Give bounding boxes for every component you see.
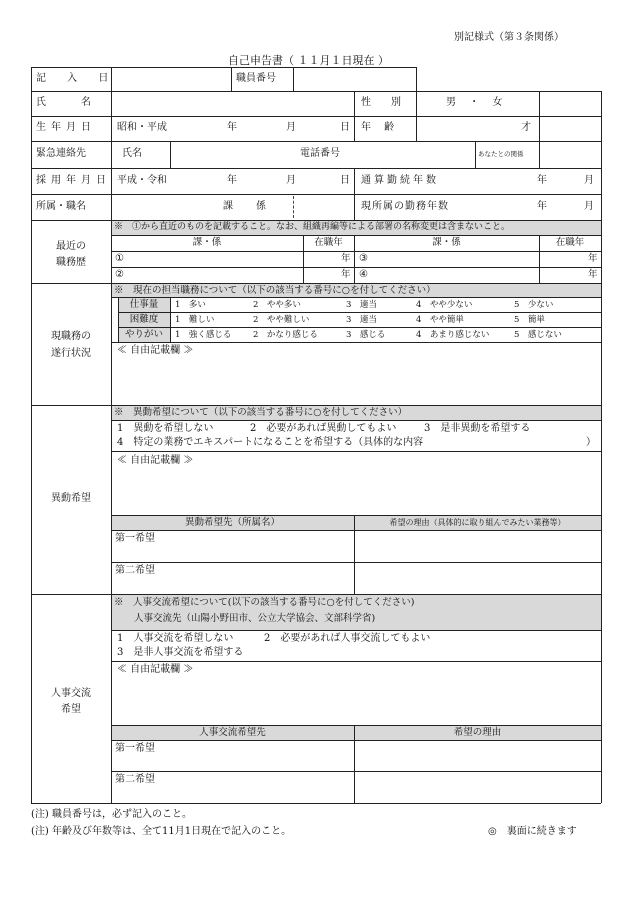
transfer-second-reason-field[interactable] (355, 563, 600, 593)
duty-free-label: ≪ 自由記載欄 ≫ (117, 345, 194, 356)
transfer-first-field[interactable] (112, 531, 353, 561)
exchange-option-1[interactable]: 1 人事交流を希望しない (117, 633, 234, 644)
ka-unit: 課 (223, 201, 233, 212)
birth-day-unit: 日 (340, 122, 350, 133)
kankei-label: あなたとの関係 (478, 150, 524, 158)
workload-option-5[interactable]: 5 少ない (514, 300, 554, 310)
duty-label: 現職務の 遂行状況 (51, 331, 91, 359)
difficulty-option-3[interactable]: 3 適当 (346, 315, 377, 325)
tsusan-month-unit: 月 (584, 175, 594, 186)
transfer-option-4-close: ） (586, 437, 596, 448)
transfer-first-reason-field[interactable] (355, 531, 600, 561)
saiyo-label: 採用年月日 (36, 175, 111, 186)
transfer-label: 異動希望 (51, 493, 91, 504)
difficulty-option-2[interactable]: 2 やや難しい (253, 315, 310, 325)
hire-month-unit: 月 (286, 175, 296, 186)
exchange-label: 人事交流 希望 (51, 688, 91, 715)
genshozoku-label: 現所属の勤務年数 (361, 201, 449, 212)
transfer-option-1[interactable]: 1 異動を希望しない (117, 423, 214, 434)
birth-month-unit: 月 (286, 122, 296, 133)
transfer-free-label: ≪ 自由記載欄 ≫ (117, 455, 194, 466)
kankei-field[interactable] (540, 142, 600, 167)
shokuin-bango-field[interactable] (294, 68, 415, 90)
denwa-label: 電話番号 (300, 148, 340, 159)
exchange-col-dest: 人事交流希望先 (199, 727, 266, 738)
hire-era-options[interactable]: 平成・令和 (117, 175, 167, 186)
exchange-free-area[interactable] (112, 679, 600, 724)
transfer-note: ※ 異動希望について（以下の該当する番号に○を付してください） (114, 407, 408, 418)
birth-era-options[interactable]: 昭和・平成 (117, 122, 167, 133)
exchange-option-2[interactable]: 2 必要があれば人事交流してもよい (264, 633, 431, 644)
motivation-option-1[interactable]: 1 強く感じる (175, 330, 232, 340)
page-title: 自己申告書（ １１月１日現在 ） (228, 54, 389, 67)
exchange-second-label: 第二希望 (115, 774, 155, 785)
career-year-unit-4: 年 (588, 269, 598, 280)
duty-free-area[interactable] (112, 360, 600, 404)
hire-day-unit: 日 (340, 175, 350, 186)
motivation-option-2[interactable]: 2 かなり感じる (253, 330, 318, 340)
motivation-option-3[interactable]: 3 感じる (346, 330, 386, 340)
gender-options[interactable]: 男 ・ 女 (446, 97, 508, 108)
transfer-col-reason: 希望の理由（具体的に取り組んでみたい業務等） (389, 518, 566, 527)
workload-option-4[interactable]: 4 やや少ない (416, 300, 473, 310)
kinkyu-label: 緊急連絡先 (36, 148, 86, 159)
kakari-unit: 係 (256, 201, 266, 212)
difficulty-option-4[interactable]: 4 やや簡単 (416, 315, 464, 325)
career-row-4: ④ (359, 269, 368, 280)
career-year-unit-2: 年 (341, 269, 351, 280)
career-col-dept-right: 課・係 (432, 237, 461, 248)
exchange-partners: 人事交流先（山陽小野田市、公立大学協会、文部科学省) (134, 613, 376, 624)
shimei-field[interactable] (112, 92, 353, 115)
duty-row-workload: 仕事量 (129, 299, 159, 310)
career-row-3: ③ (359, 253, 368, 264)
exchange-first-reason-field[interactable] (355, 741, 600, 770)
hire-year-unit: 年 (227, 175, 237, 186)
career-row-2: ② (115, 269, 124, 280)
motivation-option-5[interactable]: 5 感じない (514, 330, 562, 340)
exchange-free-label: ≪ 自由記載欄 ≫ (117, 664, 194, 675)
transfer-first-label: 第一希望 (115, 533, 155, 544)
genshozoku-month-unit: 月 (584, 201, 594, 212)
workload-option-1[interactable]: 1 多い (175, 300, 206, 310)
transfer-option-4[interactable]: 4 特定の業務でエキスパートになることを希望する（具体的な内容 (117, 437, 424, 448)
difficulty-option-1[interactable]: 1 難しい (175, 315, 215, 325)
shozoku-label: 所属・職名 (36, 201, 86, 212)
workload-option-3[interactable]: 3 適当 (346, 300, 377, 310)
transfer-second-label: 第二希望 (115, 565, 155, 576)
kinkyu-name-label: 氏名 (122, 148, 142, 159)
continue-note: ◎ 裏面に続きます (488, 826, 577, 837)
footer-note-2: (注) 年齢及び年数等は、全て11月1日現在で記入のこと。 (31, 826, 292, 837)
seinengappi-label: 生年月日 (36, 122, 96, 133)
exchange-note: ※ 人事交流希望について(以下の該当する番号に○を付してください) (114, 597, 415, 608)
exchange-second-reason-field[interactable] (355, 772, 600, 802)
duty-row-difficulty: 困難度 (129, 314, 159, 325)
difficulty-option-5[interactable]: 5 簡単 (514, 315, 545, 325)
transfer-option-2[interactable]: 2 必要があれば異動してもよい (250, 423, 397, 434)
career-note: ※ ①から直近のものを記載すること。なお、組織再編等による部署の名称変更は含まないこと。 (114, 222, 511, 232)
exchange-first-label: 第一希望 (115, 743, 155, 754)
duty-row-motivation: やりがい (124, 329, 163, 340)
tsusan-year-unit: 年 (537, 175, 547, 186)
sai-unit: 才 (521, 122, 531, 133)
career-label: 最近の 職務歴 (56, 241, 86, 268)
transfer-option-3[interactable]: 3 是非異動を希望する (424, 423, 531, 434)
transfer-second-field[interactable] (112, 563, 353, 593)
form-number: 別記様式（第３条関係） (454, 32, 564, 43)
nenrei-label: 年 齢 (361, 122, 400, 133)
footer-note-1: (注) 職員番号は，必ず記入のこと。 (31, 809, 192, 820)
duty-note: ※ 現在の担当職務について（以下の該当する番号に○を付してください） (114, 285, 436, 296)
shokuin-bango-label: 職員番号 (236, 73, 276, 84)
transfer-free-area[interactable] (112, 470, 600, 514)
tsusan-label: 通算勤続年数 (361, 175, 439, 186)
exchange-option-3[interactable]: 3 是非人事交流を希望する (117, 647, 244, 658)
exchange-col-reason: 希望の理由 (453, 727, 502, 738)
kinyubi-label: 記 入 日 (36, 73, 118, 84)
motivation-option-4[interactable]: 4 あまり感じない (416, 330, 490, 340)
exchange-second-field[interactable] (112, 772, 353, 802)
career-col-years-right: 在職年 (555, 237, 585, 248)
career-col-dept-left: 課・係 (192, 237, 222, 248)
career-year-unit-3: 年 (588, 253, 598, 264)
career-year-unit-1: 年 (341, 253, 351, 264)
seibetsu-label: 性 別 (361, 97, 406, 108)
kinyubi-field[interactable] (112, 68, 230, 90)
transfer-col-dest: 異動希望先（所属名） (184, 517, 280, 528)
genshozoku-year-unit: 年 (537, 201, 547, 212)
workload-option-2[interactable]: 2 やや多い (253, 300, 301, 310)
nenrei-field[interactable] (417, 117, 538, 140)
birth-year-unit: 年 (227, 122, 237, 133)
shimei-label: 氏 名 (36, 97, 96, 108)
exchange-first-field[interactable] (112, 741, 353, 770)
career-col-years-left: 在職年 (314, 237, 343, 248)
career-row-1: ① (115, 253, 124, 264)
